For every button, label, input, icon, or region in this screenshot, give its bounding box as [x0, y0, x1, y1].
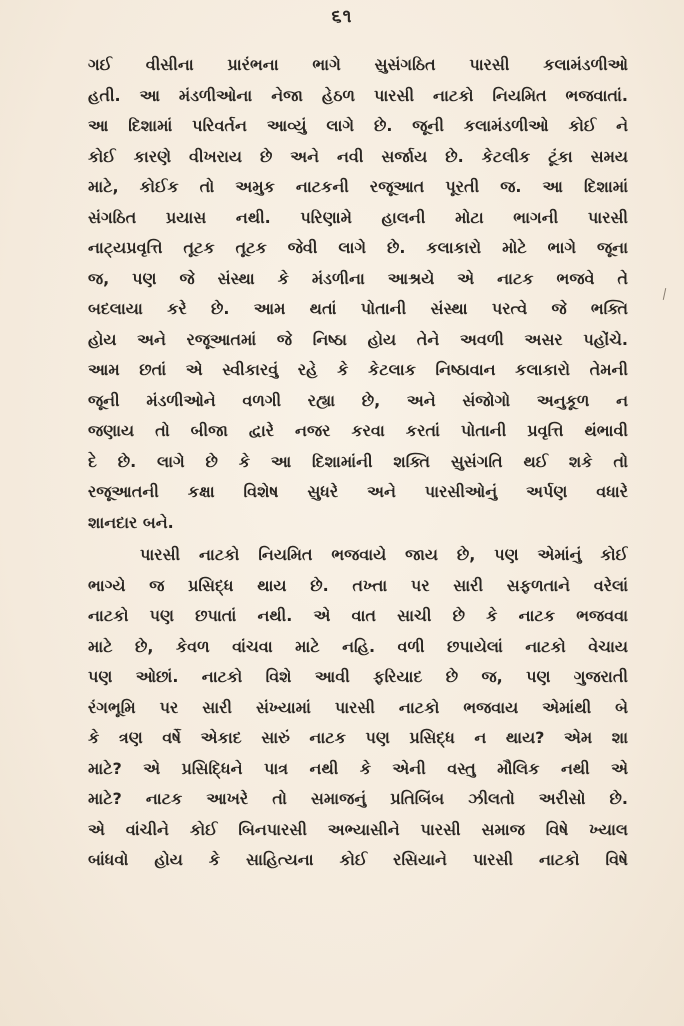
- text-line: જ, પણ જે સંસ્થા કે મંડળીના આશ્રયે એ નાટક ભજવે તે: [88, 268, 628, 288]
- text-line: દે છે. લાગે છે કે આ દિશામાંની શક્તિ સુસંગતિ થઈ શકે તો: [88, 451, 628, 471]
- text-line: કોઈ કારણે વીખરાય છે અને નવી સર્જાય છે. કેટલીક ટૂંકા સમય: [88, 146, 628, 166]
- text-line: હોય અને રજૂઆતમાં જે નિષ્ઠા હોય તેને અવળી અસર પહોંચે.: [88, 329, 628, 349]
- paragraph-1: [88, 50, 628, 538]
- margin-mark: [663, 288, 666, 300]
- text-line: આમ છતાં એ સ્વીકારવું રહે કે કેટલાક નિષ્ઠાવાન કલાકારો તેમની: [88, 360, 628, 379]
- text-line: જણાય તો બીજા દ્વારે નજર કરવા કરતાં પોતાની પ્રવૃત્તિ થંભાવી: [88, 421, 628, 440]
- text-line: એ વાંચીને કોઈ બિનપારસી અભ્યાસીને પારસી સમાજ વિષે ખ્યાલ: [88, 819, 628, 839]
- text-line: બાંધવો હોય કે સાહિત્યના કોઈ રસિયાને પારસી નાટકો વિષે: [88, 850, 628, 869]
- text-line: કે ત્રણ વર્ષે એકાદ સારું નાટક પણ પ્રસિદ્ધ ન થાય? એમ શા: [88, 728, 628, 747]
- text-line: શાનદાર બને.: [88, 512, 174, 532]
- text-line: રંગભૂમિ પર સારી સંખ્યામાં પારસી નાટકો ભજવાય એમાંથી બે: [88, 697, 628, 717]
- paragraph-2: [88, 540, 628, 876]
- text-line: માટે? નાટક આખરે તો સમાજનું પ્રતિબિંબ ઝીલતો અરીસો છે.: [88, 789, 628, 808]
- text-line: આ દિશામાં પરિવર્તન આવ્યું લાગે છે. જૂની કલામંડળીઓ કોઈ ને: [88, 116, 628, 135]
- page-number: ૬૧: [331, 6, 353, 27]
- text-line: રજૂઆતની કક્ષા વિશેષ સુધરે અને પારસીઓનું અર્પણ વધારે: [88, 482, 628, 501]
- text-line: બદલાયા કરે છે. આમ થતાં પોતાની સંસ્થા પરત્વે જે ભક્તિ: [88, 299, 628, 318]
- text-line: માટે, કોઈક તો અમુક નાટકની રજૂઆત પૂરતી જ. આ દિશામાં: [88, 177, 628, 196]
- body-text: [88, 50, 628, 876]
- text-line: હતી. આ મંડળીઓના નેજા હેઠળ પારસી નાટકો નિયમિત ભજવાતાં.: [88, 85, 628, 105]
- text-line: નાટકો પણ છપાતાં નથી. એ વાત સાચી છે કે નાટક ભજવવા: [88, 606, 628, 625]
- text-line: ભાગ્યે જ પ્રસિદ્ધ થાય છે. તખ્તા પર સારી સફળતાને વરેલાં: [88, 575, 628, 595]
- text-line: માટે? એ પ્રસિદ્ધિને પાત્ર નથી કે એની વસ્તુ મૌલિક નથી એ: [88, 758, 628, 778]
- text-line: નાટ્યપ્રવૃત્તિ તૂટક તૂટક જેવી લાગે છે. કલાકારો મોટે ભાગે જૂના: [88, 238, 628, 257]
- text-line: માટે છે, કેવળ વાંચવા માટે નહિ. વળી છપાયેલાં નાટકો વેચાય: [88, 636, 628, 656]
- text-line: જૂની મંડળીઓને વળગી રહ્યા છે, અને સંજોગો અનુકૂળ ન: [88, 390, 628, 410]
- text-line: પારસી નાટકો નિયમિત ભજવાયે જાય છે, પણ એમાંનું કોઈ: [140, 545, 628, 564]
- text-line: પણ ઓછાં. નાટકો વિશે આવી ફરિયાદ છે જ, પણ ગુજરાતી: [88, 667, 628, 686]
- text-line: ગઈ વીસીના પ્રારંભના ભાગે સુસંગઠિત પારસી કલામંડળીઓ: [88, 55, 628, 74]
- text-line: સંગઠિત પ્રયાસ નથી. પરિણામે હાલની મોટા ભાગની પારસી: [88, 207, 628, 227]
